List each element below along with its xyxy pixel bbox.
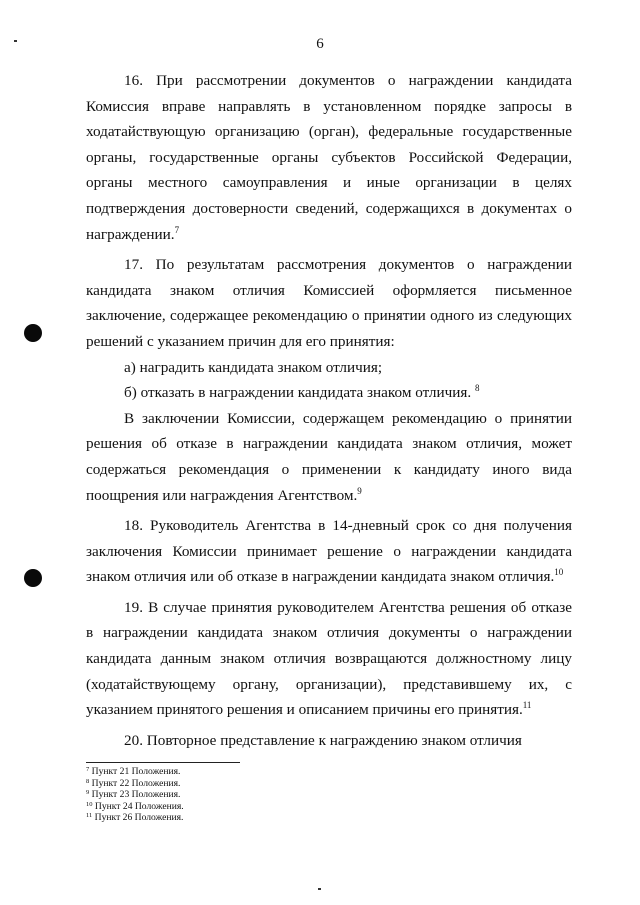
footnote-ref: 7 (174, 224, 180, 235)
footnote-ref: 11 (522, 700, 532, 711)
paragraph-18: 18. Руководитель Агентства в 14-дневный срок со дня получения заключения Комиссии принимает решение о награждении кандидата знаком отличия или об отказе в награждении кандидата знаком отличия.$^{10}$ (86, 517, 572, 586)
footnote: $^9$ Пункт 23 Положения. (86, 789, 181, 801)
footnote-divider (86, 762, 240, 763)
footnote: $^{11}$ Пункт 26 Положения. (86, 812, 184, 824)
footnotes (86, 766, 386, 824)
footnote: $^7$ Пункт 21 Положения. (86, 766, 181, 777)
footnote-ref: 10 (554, 567, 564, 578)
binder-hole-lower (24, 569, 42, 587)
footnote: $^{10}$ Пункт 24 Положения. (86, 800, 184, 812)
paragraph-17-option-a: а) наградить кандидата знаком отличия; (124, 358, 383, 376)
paragraph-19: 19. В случае принятия руководителем Агентства решения об отказе в награждении кандидата знаком отличия документы о награждении кандидата данным знаком отличия возвращаются должностному лицу (ходатайствующему органу, организации), представившему их, с указанием принятого решения и описанием причины его принятия.$^{11}$ (86, 598, 572, 719)
footnote: $^8$ Пункт 22 Положения. (86, 777, 181, 789)
footnote-ref: 9 (357, 485, 362, 496)
paragraph-17-option-b: б) отказать в награждении кандидата знаком отличия. $^8$ (124, 383, 480, 402)
paragraph-17: 17. По результатам рассмотрения документов о награждении кандидата знаком отличия Комиссией оформляется письменное заключение, содержащее рекомендацию о принятии одного из следующих решений с указанием причин для его принятия: (86, 256, 572, 350)
binder-hole-upper (24, 324, 42, 342)
paragraph-20: 20. Повторное представление к награждению знаком отличия (124, 731, 522, 749)
paragraph-commission-conclusion: В заключении Комиссии, содержащем рекомендацию о принятии решения об отказе в награждении кандидата знаком отличия, может содержаться рекомендация о применении к кандидату иного вида поощрения или награждения Агентством.$^9$ (86, 409, 572, 504)
scan-speck (318, 888, 321, 890)
page-number: 6 (316, 36, 324, 52)
scan-speck (14, 40, 17, 42)
footnote-ref: 8 (474, 383, 480, 394)
document-body (86, 68, 572, 753)
paragraph-16: 16. При рассмотрении документов о награждении кандидата Комиссия вправе направлять в установленном порядке запросы в ходатайствующую организацию (орган), федеральные государственные органы, государственные органы субъектов Российской Федерации, органы местного самоуправления и иные организации в целях подтверждения достоверности сведений, содержащихся в документах о награждении.$^7$ (86, 72, 572, 243)
